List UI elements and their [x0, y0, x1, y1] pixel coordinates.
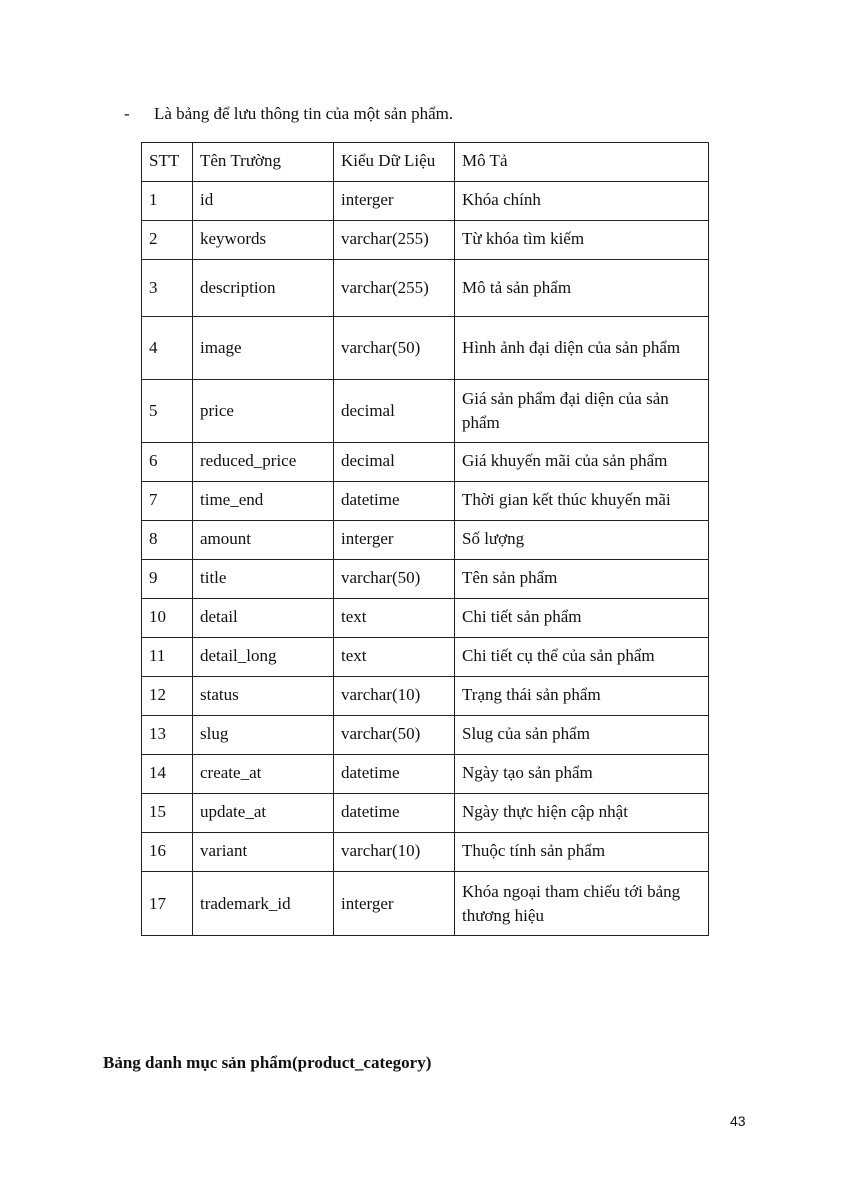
cell-stt: 7 [142, 482, 193, 521]
table-row [142, 638, 709, 677]
header-stt: STT [142, 143, 193, 182]
bullet-dash: - [124, 104, 130, 123]
cell-description: Thời gian kết thúc khuyến mãi [455, 482, 709, 521]
cell-field-name: reduced_price [193, 443, 334, 482]
cell-description: Thuộc tính sản phẩm [455, 833, 709, 872]
cell-description: Chi tiết sản phẩm [455, 599, 709, 638]
cell-field-name: keywords [193, 221, 334, 260]
cell-stt: 16 [142, 833, 193, 872]
header-field-name: Tên Trường [193, 143, 334, 182]
cell-data-type: datetime [334, 755, 455, 794]
header-description: Mô Tả [455, 143, 709, 182]
cell-data-type: varchar(50) [334, 317, 455, 380]
cell-stt: 12 [142, 677, 193, 716]
cell-description: Trạng thái sản phẩm [455, 677, 709, 716]
cell-field-name: image [193, 317, 334, 380]
table-row [142, 182, 709, 221]
cell-stt: 14 [142, 755, 193, 794]
cell-data-type: decimal [334, 443, 455, 482]
cell-data-type: decimal [334, 380, 455, 443]
cell-field-name: price [193, 380, 334, 443]
intro-bullet [124, 103, 453, 125]
cell-field-name: create_at [193, 755, 334, 794]
cell-stt: 9 [142, 560, 193, 599]
cell-data-type: datetime [334, 794, 455, 833]
table-row [142, 521, 709, 560]
header-data-type: Kiểu Dữ Liệu [334, 143, 455, 182]
table-row [142, 716, 709, 755]
cell-stt: 2 [142, 221, 193, 260]
cell-stt: 3 [142, 260, 193, 317]
cell-description: Khóa ngoại tham chiếu tới bảng thương hiệu [455, 872, 709, 936]
cell-data-type: text [334, 599, 455, 638]
cell-data-type: interger [334, 872, 455, 936]
cell-field-name: slug [193, 716, 334, 755]
table-row [142, 443, 709, 482]
section-heading: Bảng danh mục sản phẩm(product_category) [103, 1053, 432, 1072]
cell-field-name: description [193, 260, 334, 317]
cell-data-type: varchar(50) [334, 716, 455, 755]
intro-text: Là bảng để lưu thông tin của một sản phẩm. [154, 104, 454, 123]
cell-stt: 1 [142, 182, 193, 221]
cell-stt: 5 [142, 380, 193, 443]
cell-field-name: status [193, 677, 334, 716]
cell-data-type: datetime [334, 482, 455, 521]
cell-stt: 17 [142, 872, 193, 936]
cell-stt: 11 [142, 638, 193, 677]
cell-field-name: detail [193, 599, 334, 638]
table-header-row [142, 143, 709, 182]
table-row [142, 221, 709, 260]
cell-data-type: varchar(50) [334, 560, 455, 599]
cell-field-name: detail_long [193, 638, 334, 677]
cell-stt: 15 [142, 794, 193, 833]
table-row [142, 794, 709, 833]
cell-description: Hình ảnh đại diện của sản phẩm [455, 317, 709, 380]
table-row [142, 260, 709, 317]
cell-field-name: trademark_id [193, 872, 334, 936]
table-row [142, 833, 709, 872]
cell-data-type: text [334, 638, 455, 677]
cell-description: Tên sản phẩm [455, 560, 709, 599]
cell-description: Giá sản phẩm đại diện của sản phẩm [455, 380, 709, 443]
cell-description: Số lượng [455, 521, 709, 560]
table-row [142, 677, 709, 716]
cell-field-name: title [193, 560, 334, 599]
cell-stt: 13 [142, 716, 193, 755]
cell-description: Slug của sản phẩm [455, 716, 709, 755]
table-row [142, 755, 709, 794]
table-row [142, 317, 709, 380]
cell-data-type: varchar(10) [334, 833, 455, 872]
cell-field-name: id [193, 182, 334, 221]
cell-data-type: interger [334, 521, 455, 560]
cell-data-type: varchar(10) [334, 677, 455, 716]
cell-description: Ngày thực hiện cập nhật [455, 794, 709, 833]
cell-description: Khóa chính [455, 182, 709, 221]
table-row [142, 380, 709, 443]
cell-description: Mô tả sản phẩm [455, 260, 709, 317]
product-table [141, 142, 709, 936]
cell-description: Giá khuyến mãi của sản phẩm [455, 443, 709, 482]
table-row [142, 482, 709, 521]
cell-field-name: update_at [193, 794, 334, 833]
cell-stt: 8 [142, 521, 193, 560]
page-number: 43 [730, 1113, 746, 1129]
cell-stt: 4 [142, 317, 193, 380]
cell-field-name: amount [193, 521, 334, 560]
cell-description: Từ khóa tìm kiếm [455, 221, 709, 260]
cell-field-name: time_end [193, 482, 334, 521]
cell-stt: 6 [142, 443, 193, 482]
cell-data-type: varchar(255) [334, 221, 455, 260]
table-row [142, 872, 709, 936]
cell-field-name: variant [193, 833, 334, 872]
cell-data-type: interger [334, 182, 455, 221]
table-row [142, 560, 709, 599]
cell-stt: 10 [142, 599, 193, 638]
cell-data-type: varchar(255) [334, 260, 455, 317]
cell-description: Chi tiết cụ thể của sản phẩm [455, 638, 709, 677]
cell-description: Ngày tạo sản phẩm [455, 755, 709, 794]
table-row [142, 599, 709, 638]
